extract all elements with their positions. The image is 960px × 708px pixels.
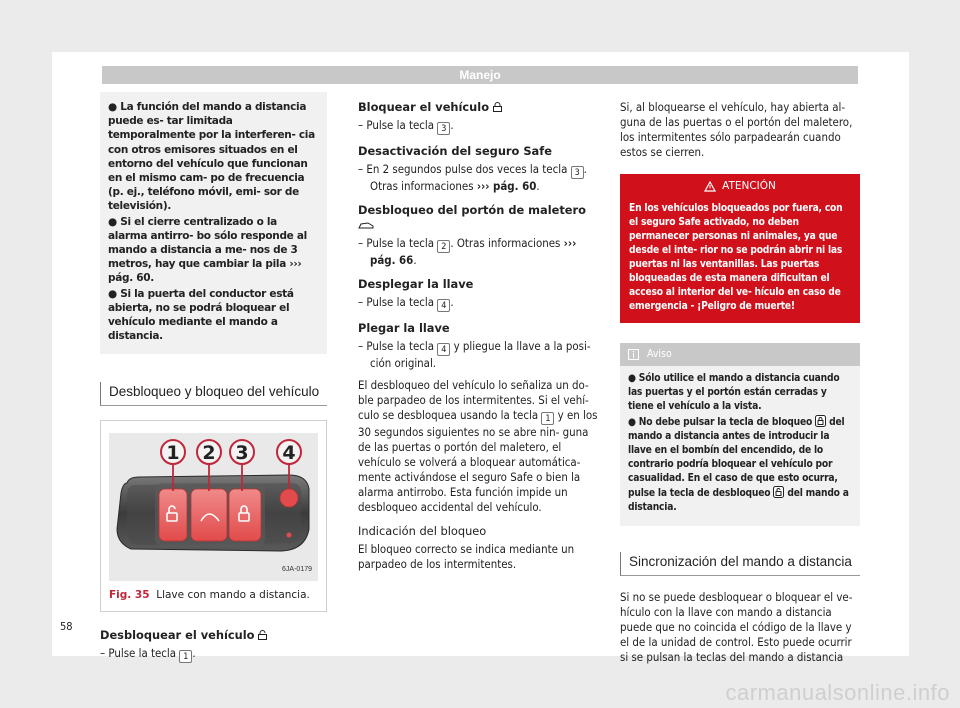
column-3: [620, 100, 860, 665]
note-item-3: ● Si la puerta del conductor está abierta, no se podrá bloquear el vehículo mediante el mando a distancia.: [108, 287, 294, 343]
fold-in-step: – Pulse la tecla 4 y pliegue la llave a la posi- ción original.: [358, 339, 591, 370]
notice-box: [620, 343, 860, 526]
page-number: 58: [60, 620, 73, 633]
warning-box: [620, 174, 860, 323]
intro-paragraph: Si, al bloquearse el vehículo, hay abierta al- guna de las puertas o el portón del maletero, los intermitentes sólo parpadearán cuando estos se cierren.: [620, 100, 853, 159]
lock-step: – Pulse la tecla 3 .: [358, 118, 454, 134]
heading-fold-in: Plegar la llave: [358, 321, 450, 335]
warning-triangle-icon: [704, 181, 716, 192]
key-remote-illustration: [109, 433, 318, 581]
page-ref-link[interactable]: ››› pág. 60: [476, 179, 537, 193]
notice-header: Aviso: [620, 343, 860, 366]
unlock-step: – Pulse la tecla 1 .: [100, 646, 196, 663]
note-box: [100, 92, 327, 354]
callout-3: 3: [235, 442, 249, 465]
key-remote-image: [109, 433, 318, 581]
column-1: [100, 92, 327, 667]
heading-safe: Desactivación del seguro Safe: [358, 144, 552, 158]
trunk-step: – Pulse la tecla 2 . Otras informaciones ››› pág. 66.: [358, 236, 577, 267]
page-ref-link[interactable]: ››› pág. 60.: [108, 258, 302, 285]
unlock-button-1: [159, 489, 187, 541]
car-trunk-icon: [358, 221, 374, 230]
figure-code: 6JA-0179: [282, 566, 312, 574]
lock-key-icon: [815, 415, 826, 427]
lock-indication-text: El bloqueo correcto se indica mediante un parpadeo de los intermitentes.: [358, 542, 575, 571]
section-title-sync: Sincronización del mando a distancia: [620, 552, 860, 576]
warning-header: ATENCIÓN: [621, 175, 859, 198]
notice-item-2: ● No debe pulsar la tecla de bloqueo del mando a distancia antes de introducir la llave en el bombín del encendido, de lo contrario podría bloquear el vehículo por casualidad. En el caso de que esto ocurra, pulse la tecla de desbloqueo del mando a distancia.: [628, 417, 849, 513]
sync-paragraph: Si no se puede desbloquear o bloquear el ve- hículo con la llave con mando a distancia puede que no coincida el código de la llave y el de la unidad de control. Esto puede ocurrir si se pulsan la teclas del mando a distancia: [620, 590, 853, 664]
trunk-button-2: [191, 489, 227, 541]
figure-35: [100, 420, 327, 612]
fold-out-step: – Pulse la tecla 4 .: [358, 295, 454, 311]
release-button-4: [280, 489, 298, 507]
safe-step: – En 2 segundos pulse dos veces la tecla 3 . Otras informaciones ››› pág. 60.: [358, 162, 587, 193]
watermark: carmanualsonline.info: [725, 680, 950, 705]
heading-trunk: Desbloqueo del portón de maletero: [358, 203, 603, 233]
column-2: [358, 100, 603, 572]
lock-icon: [493, 102, 502, 112]
warning-text: En los vehículos bloqueados por fuera, con el seguro Safe activado, no deben permanecer personas ni animales, ya que desde el inte- rior no se podrán abrir ni las puertas ni las ventanillas. Las puertas bloqueadas de esta manera dificultan el acceso al interior del ve- hículo en caso de emergencia - ¡Peligro de muerte!: [621, 198, 859, 322]
note-item-2: ● Si el cierre centralizado o la alarma antirro- bo sólo responde al mando a distancia a me- nos de 3 metros, hay que cambiar la pila ››› pág. 60.: [108, 215, 307, 285]
key-button-ref: 1: [179, 650, 192, 663]
heading-lock-indication: Indicación del bloqueo: [358, 524, 487, 538]
figure-caption: Fig. 35 Llave con mando a distancia.: [109, 589, 310, 602]
callout-1: 1: [166, 442, 180, 465]
notice-item-1: ● Sólo utilice el mando a distancia cuando las puertas y el portón están cerradas y tiene el vehículo a la vista.: [628, 373, 840, 412]
notice-body: [620, 366, 860, 526]
callout-4: 4: [282, 442, 296, 465]
lock-button-3: [229, 489, 261, 541]
page-header: Manejo: [102, 66, 858, 84]
note-item-1: ● La función del mando a distancia puede es- tar limitada temporalmente por la interferen- cia con otros emisores situados en el entorno del vehículo que funcionan en el mismo cam- po de frecuencia (p. ej., teléfono móvil, emi- sor de televisión).: [108, 101, 315, 213]
section-title-unlock-lock: Desbloqueo y bloqueo del vehículo: [100, 382, 327, 406]
unlock-key-icon: [773, 486, 784, 498]
unlock-signal-paragraph: El desbloqueo del vehículo lo señaliza un do- ble parpadeo de los intermitentes. Si el vehí- culo se desbloquea usando la tecla 1 y en los 30 segundos siguientes no se abre nin- guna de las puertas o portón del maletero, el vehículo se volverá a bloquear automática- mente activándose el seguro Safe o bien la alarma antirrobo. Esta función impide un desbloqueo accidental del vehículo.: [358, 378, 598, 514]
heading-lock: Bloquear el vehículo: [358, 100, 603, 115]
page-ref-link[interactable]: ››› pág. 66: [370, 236, 577, 267]
info-icon: [628, 349, 639, 360]
heading-fold-out: Desplegar la llave: [358, 277, 474, 291]
unlock-icon: [258, 630, 267, 640]
heading-unlock: Desbloquear el vehículo: [100, 628, 327, 643]
callout-2: 2: [202, 442, 216, 465]
